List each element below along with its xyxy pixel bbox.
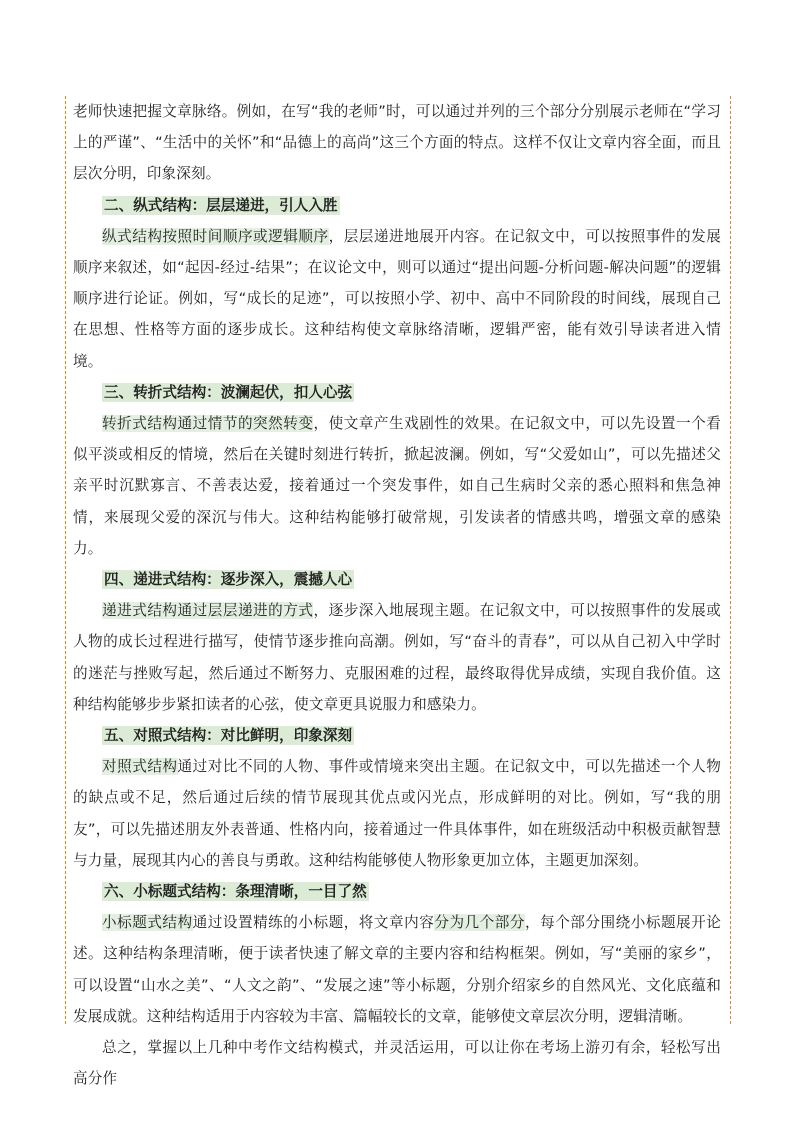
intro-paragraph: 老师快速把握文章脉络。例如，在写“我的老师”时，可以通过并列的三个部分分别展示老师在“学习上的严谨”、“生活中的关怀”和“品德上的高尚”这三个方面的特点。这样不仅让文章内容全面，而且层次分明，印象深刻。 [73,103,721,183]
document-body [73,96,721,1095]
conclusion-paragraph: 总之，掌握以上几种中考作文结构模式，并灵活运用，可以让你在考场上游刃有余，轻松写出高分作 [73,1039,721,1088]
left-dashed-border [65,96,66,1024]
section-heading-contrast: 五、对照式结构：对比鲜明，印象深刻 [104,727,353,745]
section-body-turning: 转折式结构通过情节的突然转变，使文章产生戏剧性的效果。在记叙文中，可以先设置一个看似平淡或相反的情境，然后在关键时刻进行转折，掀起波澜。例如，写“父爱如山”，可以先描述父亲平时沉默寡言、不善表达爱，接着通过一个突发事件，如自己生病时父亲的悉心照料和焦急神情，来展现父爱的深沉与伟大。这种结构能够打破常规，引发读者的情感共鸣，增强文章的感染力。 [73,415,721,557]
section-heading-turning: 三、转折式结构：波澜起伏，扣人心弦 [104,383,353,401]
section-body-progressive: 递进式结构通过层层递进的方式，逐步深入地展现主题。在记叙文中，可以按照事件的发展或人物的成长过程进行描写，使情节逐步推向高潮。例如，写“奋斗的青春”，可以从自己初入中学时的迷茫与挫败写起，然后通过不断努力、克服困难的过程，最终取得优异成绩，实现自我价值。这种结构能够步步紧扣读者的心弦，使文章更具说服力和感染力。 [73,602,721,713]
section-heading-subtitle: 六、小标题式结构：条理清晰，一目了然 [104,883,367,901]
section-heading-progressive: 四、递进式结构：逐步深入，震撼人心 [104,571,353,589]
section-body-subtitle: 小标题式结构通过设置精练的小标题，将文章内容分为几个部分，每个部分围绕小标题展开论述。这种结构条理清晰，便于读者快速了解文章的主要内容和结构框架。例如，写“美丽的家乡”，可以设置“山水之美”、“人文之韵”、“发展之速”等小标题，分别介绍家乡的自然风光、文化底蕴和发展成就。这种结构适用于内容较为丰富、篇幅较长的文章，能够使文章层次分明，逻辑清晰。 [73,914,721,1025]
section-heading-vertical: 二、纵式结构：层层递进，引人入胜 [104,196,338,214]
section-body-vertical: 纵式结构按照时间顺序或逻辑顺序，层层递进地展开内容。在记叙文中，可以按照事件的发展顺序来叙述，如“起因-经过-结果”；在议论文中，则可以通过“提出问题-分析问题-解决问题”的逻辑顺序进行论证。例如，写“成长的足迹”，可以按照小学、初中、高中不同阶段的时间线，展现自己在思想、性格等方面的逐步成长。这种结构使文章脉络清晰，逻辑严密，能有效引导读者进入情境。 [73,227,721,370]
right-dashed-border [730,96,731,1024]
section-body-contrast: 对照式结构通过对比不同的人物、事件或情境来突出主题。在记叙文中，可以先描述一个人物的缺点或不足，然后通过后续的情节展现其优点或闪光点，形成鲜明的对比。例如，写“我的朋友”，可以先描述朋友外表普通、性格内向，接着通过一件具体事件，如在班级活动中积极贡献智慧与力量，展现其内心的善良与勇敢。这种结构能够使人物形象更加立体，主题更加深刻。 [73,758,721,869]
